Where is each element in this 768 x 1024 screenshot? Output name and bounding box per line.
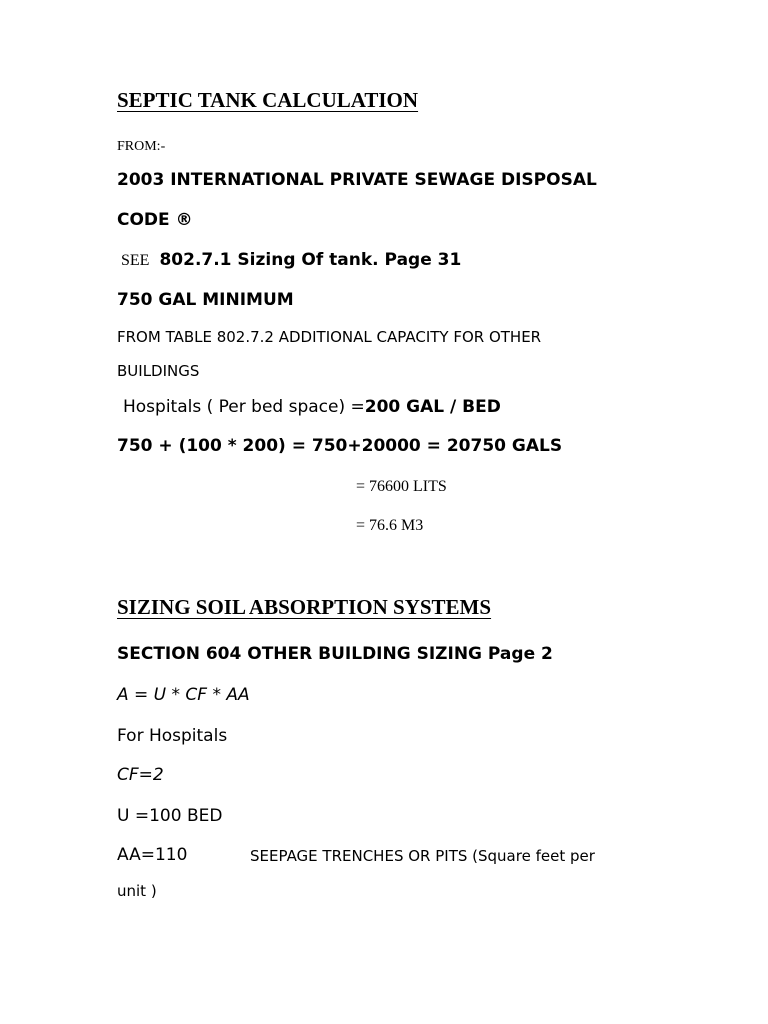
hospitals-rate-value: 200 GAL / BED <box>364 397 501 417</box>
from-label: FROM:- <box>117 139 166 154</box>
code-title-line-2: CODE ® <box>117 210 193 230</box>
septic-tank-heading: SEPTIC TANK CALCULATION <box>117 88 419 112</box>
hospitals-label: Hospitals ( Per bed space) = <box>123 397 365 417</box>
for-hospitals-label: For Hospitals <box>117 726 228 746</box>
seepage-description-line-2: unit ) <box>117 882 157 900</box>
aa-value: AA=110 <box>117 845 188 865</box>
u-value: U =100 BED <box>117 806 223 826</box>
result-litres: = 76600 LITS <box>356 478 447 495</box>
sizing-reference: 802.7.1 Sizing Of tank. Page 31 <box>159 250 462 270</box>
soil-absorption-heading: SIZING SOIL ABSORPTION SYSTEMS <box>117 595 492 619</box>
area-formula: A = U * CF * AA <box>117 685 250 705</box>
see-reference-line <box>121 252 461 269</box>
see-prefix: SEE <box>121 252 150 269</box>
hospitals-rate-line <box>123 399 501 416</box>
code-title-line-1: 2003 INTERNATIONAL PRIVATE SEWAGE DISPOSAL <box>117 170 597 190</box>
seepage-description-line-1: SEEPAGE TRENCHES OR PITS (Square feet per <box>250 847 595 865</box>
minimum-capacity: 750 GAL MINIMUM <box>117 290 294 310</box>
capacity-formula: 750 + (100 * 200) = 750+20000 = 20750 GALS <box>117 436 563 456</box>
table-reference-line-1: FROM TABLE 802.7.2 ADDITIONAL CAPACITY FOR OTHER <box>117 328 542 346</box>
table-reference-line-2: BUILDINGS <box>117 362 200 380</box>
result-cubic-metres: = 76.6 M3 <box>356 517 424 534</box>
section-604-line: SECTION 604 OTHER BUILDING SIZING Page 2 <box>117 644 553 664</box>
cf-value: CF=2 <box>117 765 164 785</box>
